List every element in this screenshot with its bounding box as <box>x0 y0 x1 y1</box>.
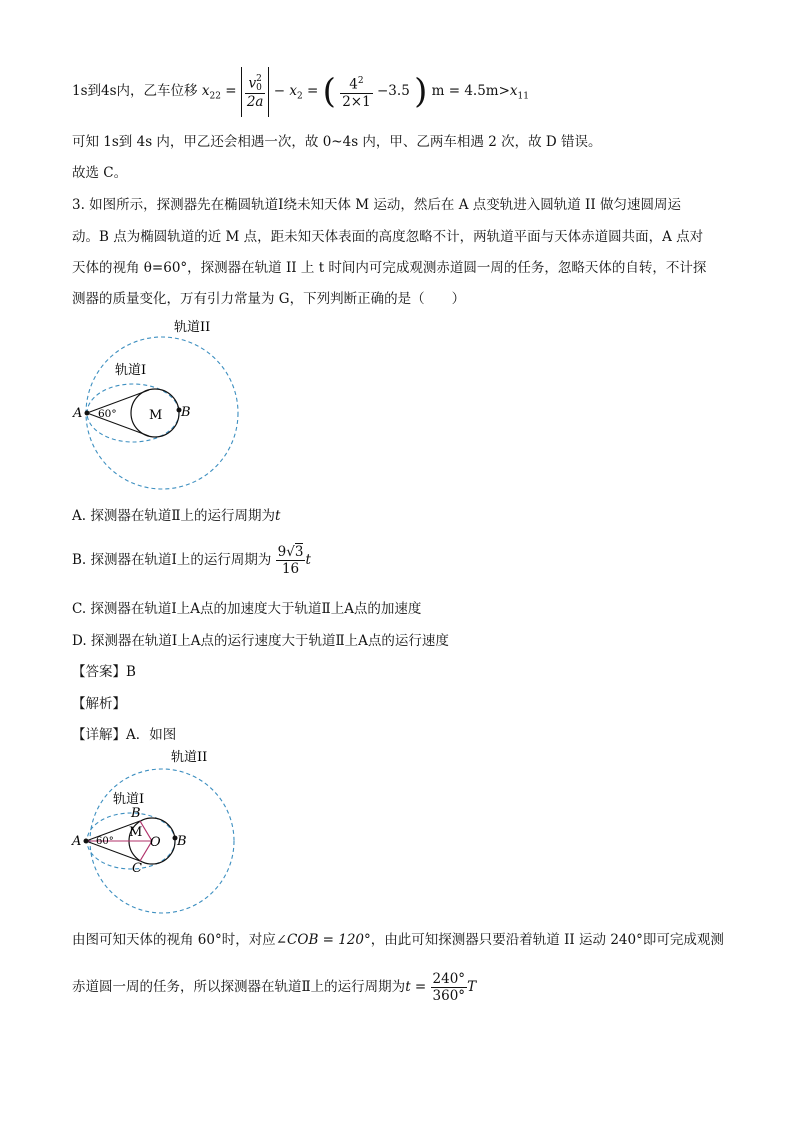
option-a-text: A. 探测器在轨道Ⅱ上的运行周期为 <box>72 508 276 524</box>
option-c: C. 探测器在轨道Ⅰ上A点的加速度大于轨道Ⅱ上A点的加速度 <box>72 601 422 617</box>
option-d: D. 探测器在轨道Ⅰ上A点的运行速度大于轨道Ⅱ上A点的运行速度 <box>72 633 449 649</box>
frac-num-2 <box>340 73 373 94</box>
option-a-var: t <box>275 508 281 524</box>
sub-11: 11 <box>517 91 529 102</box>
label-o: O <box>150 835 161 850</box>
paren-right: ) <box>414 71 428 112</box>
orbit-figure-2 <box>68 745 248 920</box>
option-b <box>72 540 311 580</box>
label-m: M <box>149 408 163 423</box>
period-den: 360° <box>432 988 466 1004</box>
label-m: M <box>129 825 143 840</box>
sub-22: 22 <box>209 91 221 102</box>
equation-lead: 1s到4s内，乙车位移 <box>72 83 198 99</box>
label-a: A <box>72 834 82 849</box>
frac-v0-2a <box>245 75 266 110</box>
num-4: 4 <box>349 76 358 93</box>
detail-label: 【详解】A．如图 <box>72 727 177 743</box>
paragraph-line: 可知 1s到 4s 内，甲乙还会相遇一次，故 0~4s 内，甲、乙两车相遇 2 次，故 D 错误。 <box>72 134 602 150</box>
option-a <box>72 504 280 524</box>
conclusion-line-2 <box>72 966 476 1008</box>
conclusion-text-1a: 由图可知天体的视角 60°时，对应 <box>72 932 276 948</box>
label-c: C <box>132 861 142 876</box>
question-line: 测器的质量变化，万有引力常量为 G，下列判断正确的是（ ） <box>72 291 466 307</box>
point-a <box>85 411 90 416</box>
label-orbit-2: 轨道II <box>174 320 211 335</box>
equation-line <box>72 66 529 116</box>
label-b-top: B <box>131 806 141 821</box>
frac-den-2: 2×1 <box>342 93 371 110</box>
label-orbit-1: 轨道I <box>113 792 145 807</box>
orbit-figure-1 <box>68 315 248 495</box>
frac-den: 2a <box>246 93 264 110</box>
conclusion-line-1 <box>72 928 724 948</box>
tangent-line-bottom <box>87 413 149 436</box>
label-angle: 60° <box>98 408 117 420</box>
frac-4sq <box>340 73 373 110</box>
tangent-line-top <box>87 390 149 413</box>
angle-cob: ∠COB = 120° <box>275 932 371 948</box>
minus-sign: − <box>273 83 286 99</box>
var-t: t <box>405 979 411 995</box>
option-b-fraction <box>276 544 306 577</box>
option-b-num <box>276 544 306 561</box>
label-angle: 60° <box>96 836 114 847</box>
sup-2b: 2 <box>357 76 364 87</box>
paren-left: ( <box>322 71 336 112</box>
option-b-var: t <box>305 552 311 568</box>
minus-3-5: −3.5 <box>377 83 410 99</box>
eq-sign: = <box>225 83 237 99</box>
num-9: 9 <box>277 544 287 560</box>
question-line: 动。B 点为椭圆轨道的近 M 点，距未知天体表面的高度忽略不计，两轨道平面与天体赤道圆共面，A 点对 <box>72 229 704 245</box>
eq-sign-3: = <box>410 979 431 995</box>
num-3: 3 <box>294 544 304 560</box>
conclusion-text-2a: 赤道圆一周的任务，所以探测器在轨道Ⅱ上的运行周期为 <box>72 979 406 995</box>
sup-2: 2 <box>256 73 262 84</box>
label-a: A <box>73 406 83 421</box>
frac-num <box>245 75 266 94</box>
period-fraction <box>431 971 468 1004</box>
option-b-den: 16 <box>281 561 300 577</box>
var-x22: x <box>201 83 210 99</box>
label-b-right: B <box>177 834 187 849</box>
var-v: v <box>248 75 257 91</box>
var-T: T <box>467 979 477 995</box>
abs-value <box>241 67 270 117</box>
label-orbit-2: 轨道II <box>171 750 208 765</box>
answer-label: 【答案】B <box>72 664 136 680</box>
sub-2: 2 <box>297 91 303 102</box>
label-orbit-1: 轨道I <box>115 363 147 378</box>
period-num: 240° <box>432 971 466 987</box>
question-line: 天体的视角 θ=60°，探测器在轨道 II 上 t 时间内可完成观测赤道圆一周的任务，忽略天体的自转，不计探 <box>72 260 707 276</box>
equation-tail: m = 4.5m> <box>431 83 510 99</box>
sqrt-sign: √ <box>286 544 295 560</box>
option-b-text: B. 探测器在轨道Ⅰ上的运行周期为 <box>72 552 272 568</box>
point-a <box>84 839 89 844</box>
question-line: 3. 如图所示，探测器先在椭圆轨道Ⅰ绕未知天体 M 运动，然后在 A 点变轨进入圆轨道 II 做匀速圆周运 <box>72 197 681 213</box>
eq-sign-2: = <box>307 83 319 99</box>
conclusion-text-1c: ，由此可知探测器只要沿着轨道 II 运动 240°即可完成观测 <box>370 932 724 948</box>
sub-0: 0 <box>256 82 262 93</box>
analysis-label: 【解析】 <box>72 696 126 712</box>
label-b: B <box>181 405 191 420</box>
paragraph-line: 故选 C。 <box>72 165 128 181</box>
var-x2: x <box>289 83 297 99</box>
var-x11: x <box>509 83 518 99</box>
